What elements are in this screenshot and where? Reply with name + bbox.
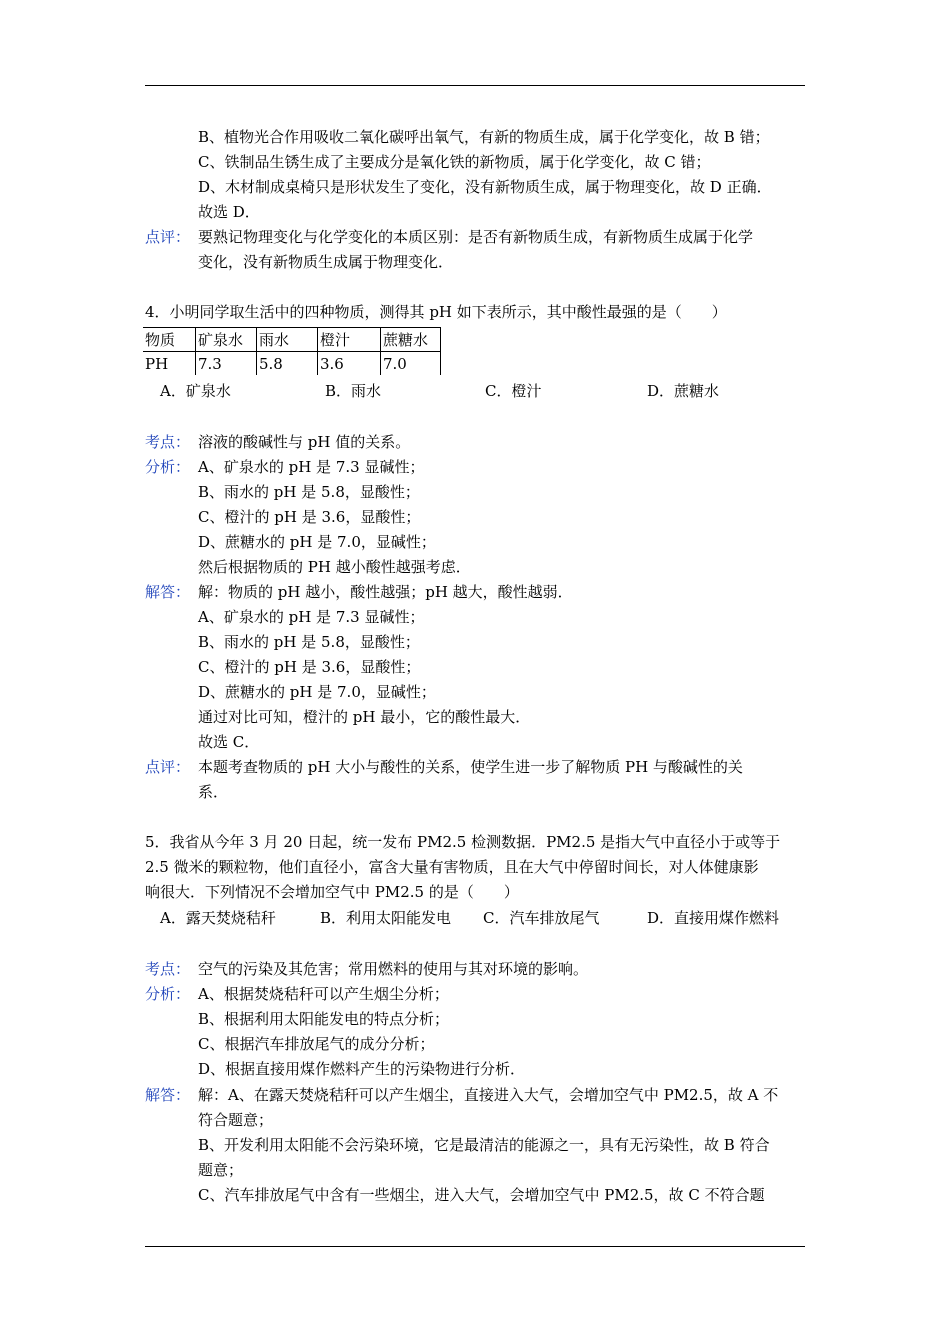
q5-stem-line: 响很大．下列情况不会增加空气中 PM2.5 的是（ ） (145, 883, 519, 901)
q4-jieda-line: B、雨水的 pH 是 5.8，显酸性； (198, 633, 420, 651)
q3-line-b: B、植物光合作用吸收二氧化碳呼出氧气，有新的物质生成，属于化学变化，故 B 错； (198, 128, 770, 146)
q5-option-a: A．露天焚烧秸秆 (160, 909, 276, 927)
ph-table-value-row (143, 352, 441, 376)
q5-jieda-line: 解：A、在露天焚烧秸秆可以产生烟尘，直接进入大气，会增加空气中 PM2.5，故 A 不 (198, 1086, 779, 1104)
ph-table (143, 327, 441, 375)
q5-jieda-line: 题意； (198, 1161, 244, 1179)
q5-jieda-line: C、汽车排放尾气中含有一些烟尘，进入大气，会增加空气中 PM2.5，故 C 不符合题 (198, 1186, 765, 1204)
q5-jieda-label: 解答： (145, 1086, 191, 1104)
q4-jieda-line: D、蔗糖水的 pH 是 7.0，显碱性； (198, 683, 436, 701)
q4-fenxi-line: A、矿泉水的 pH 是 7.3 显碱性； (198, 458, 425, 476)
q4-jieda-label: 解答： (145, 583, 191, 601)
q4-jieda-line: C、橙汁的 pH 是 3.6，显酸性； (198, 658, 421, 676)
ph-table-cell: 7.0 (381, 352, 441, 376)
ph-table-cell: 7.3 (196, 352, 257, 376)
ph-table-header-cell: 物质 (143, 328, 196, 352)
q5-jieda-line: B、开发利用太阳能不会污染环境，它是最清洁的能源之一，具有无污染性，故 B 符合 (198, 1136, 770, 1154)
ph-table-cell: 3.6 (318, 352, 381, 376)
q3-comment-line-2: 变化，没有新物质生成属于物理变化． (198, 253, 454, 271)
q5-fenxi-line: A、根据焚烧秸秆可以产生烟尘分析； (198, 985, 449, 1003)
q5-fenxi-line: B、根据利用太阳能发电的特点分析； (198, 1010, 450, 1028)
q4-kaodian: 溶液的酸碱性与 pH 值的关系。 (198, 433, 411, 451)
ph-table-cell: PH (143, 352, 196, 376)
ph-table-header-cell: 蔗糖水 (381, 328, 441, 352)
q3-comment-label: 点评： (145, 228, 191, 246)
q5-fenxi-line: D、根据直接用煤作燃料产生的污染物进行分析． (198, 1060, 526, 1078)
q4-fenxi-line: B、雨水的 pH 是 5.8，显酸性； (198, 483, 420, 501)
q4-fenxi-label: 分析： (145, 458, 191, 476)
q4-option-a: A．矿泉水 (160, 382, 231, 400)
q5-option-c: C．汽车排放尾气 (483, 909, 600, 927)
q4-jieda-line: A、矿泉水的 pH 是 7.3 显碱性； (198, 608, 425, 626)
q4-stem: 4．小明同学取生活中的四种物质，测得其 pH 如下表所示，其中酸性最强的是（ ） (145, 303, 727, 321)
q3-line-d: D、木材制成桌椅只是形状发生了变化，没有新物质生成，属于物理变化，故 D 正确． (198, 178, 772, 196)
q4-jieda-line: 通过对比可知，橙汁的 pH 最小，它的酸性最大． (198, 708, 531, 726)
q5-kaodian-label: 考点： (145, 960, 191, 978)
q4-option-b: B．雨水 (325, 382, 382, 400)
q4-kaodian-label: 考点： (145, 433, 191, 451)
q4-fenxi-line: D、蔗糖水的 pH 是 7.0，显碱性； (198, 533, 436, 551)
q4-jieda-line: 解：物质的 pH 越小，酸性越强；pH 越大，酸性越弱． (198, 583, 573, 601)
q5-fenxi-label: 分析： (145, 985, 191, 1003)
q5-fenxi-line: C、根据汽车排放尾气的成分分析； (198, 1035, 435, 1053)
q4-dianping-label: 点评： (145, 758, 191, 776)
q5-kaodian: 空气的污染及其危害；常用燃料的使用与其对环境的影响。 (198, 960, 589, 978)
ph-table-header-row (143, 328, 441, 352)
q3-comment-line-1: 要熟记物理变化与化学变化的本质区别：是否有新物质生成，有新物质生成属于化学 (198, 228, 754, 246)
q5-stem-line: 5．我省从今年 3 月 20 日起，统一发布 PM2.5 检测数据．PM2.5 是指大气中直径小于或等于 (145, 833, 781, 851)
footer-rule (145, 1246, 805, 1247)
q4-dianping-line: 本题考查物质的 pH 大小与酸性的关系，使学生进一步了解物质 PH 与酸碱性的关 (198, 758, 743, 776)
q5-stem-line: 2.5 微米的颗粒物，他们直径小，富含大量有害物质，且在大气中停留时间长，对人体健康影 (145, 858, 759, 876)
q4-option-d: D．蔗糖水 (647, 382, 720, 400)
header-rule (145, 85, 805, 86)
q4-fenxi-line: C、橙汁的 pH 是 3.6，显酸性； (198, 508, 421, 526)
q4-fenxi-line: 然后根据物质的 PH 越小酸性越强考虑． (198, 558, 471, 576)
q3-line-c: C、铁制品生锈生成了主要成分是氧化铁的新物质，属于化学变化，故 C 错； (198, 153, 711, 171)
ph-table-cell: 5.8 (257, 352, 318, 376)
q5-jieda-line: 符合题意； (198, 1111, 274, 1129)
q5-option-d: D．直接用煤作燃料 (647, 909, 780, 927)
q4-dianping-line: 系． (198, 783, 229, 801)
q4-option-c: C．橙汁 (485, 382, 542, 400)
ph-table-header-cell: 矿泉水 (196, 328, 257, 352)
q3-answer: 故选 D． (198, 203, 260, 221)
q5-option-b: B．利用太阳能发电 (320, 909, 452, 927)
ph-table-header-cell: 雨水 (257, 328, 318, 352)
q4-jieda-line: 故选 C． (198, 733, 260, 751)
ph-table-header-cell: 橙汁 (318, 328, 381, 352)
